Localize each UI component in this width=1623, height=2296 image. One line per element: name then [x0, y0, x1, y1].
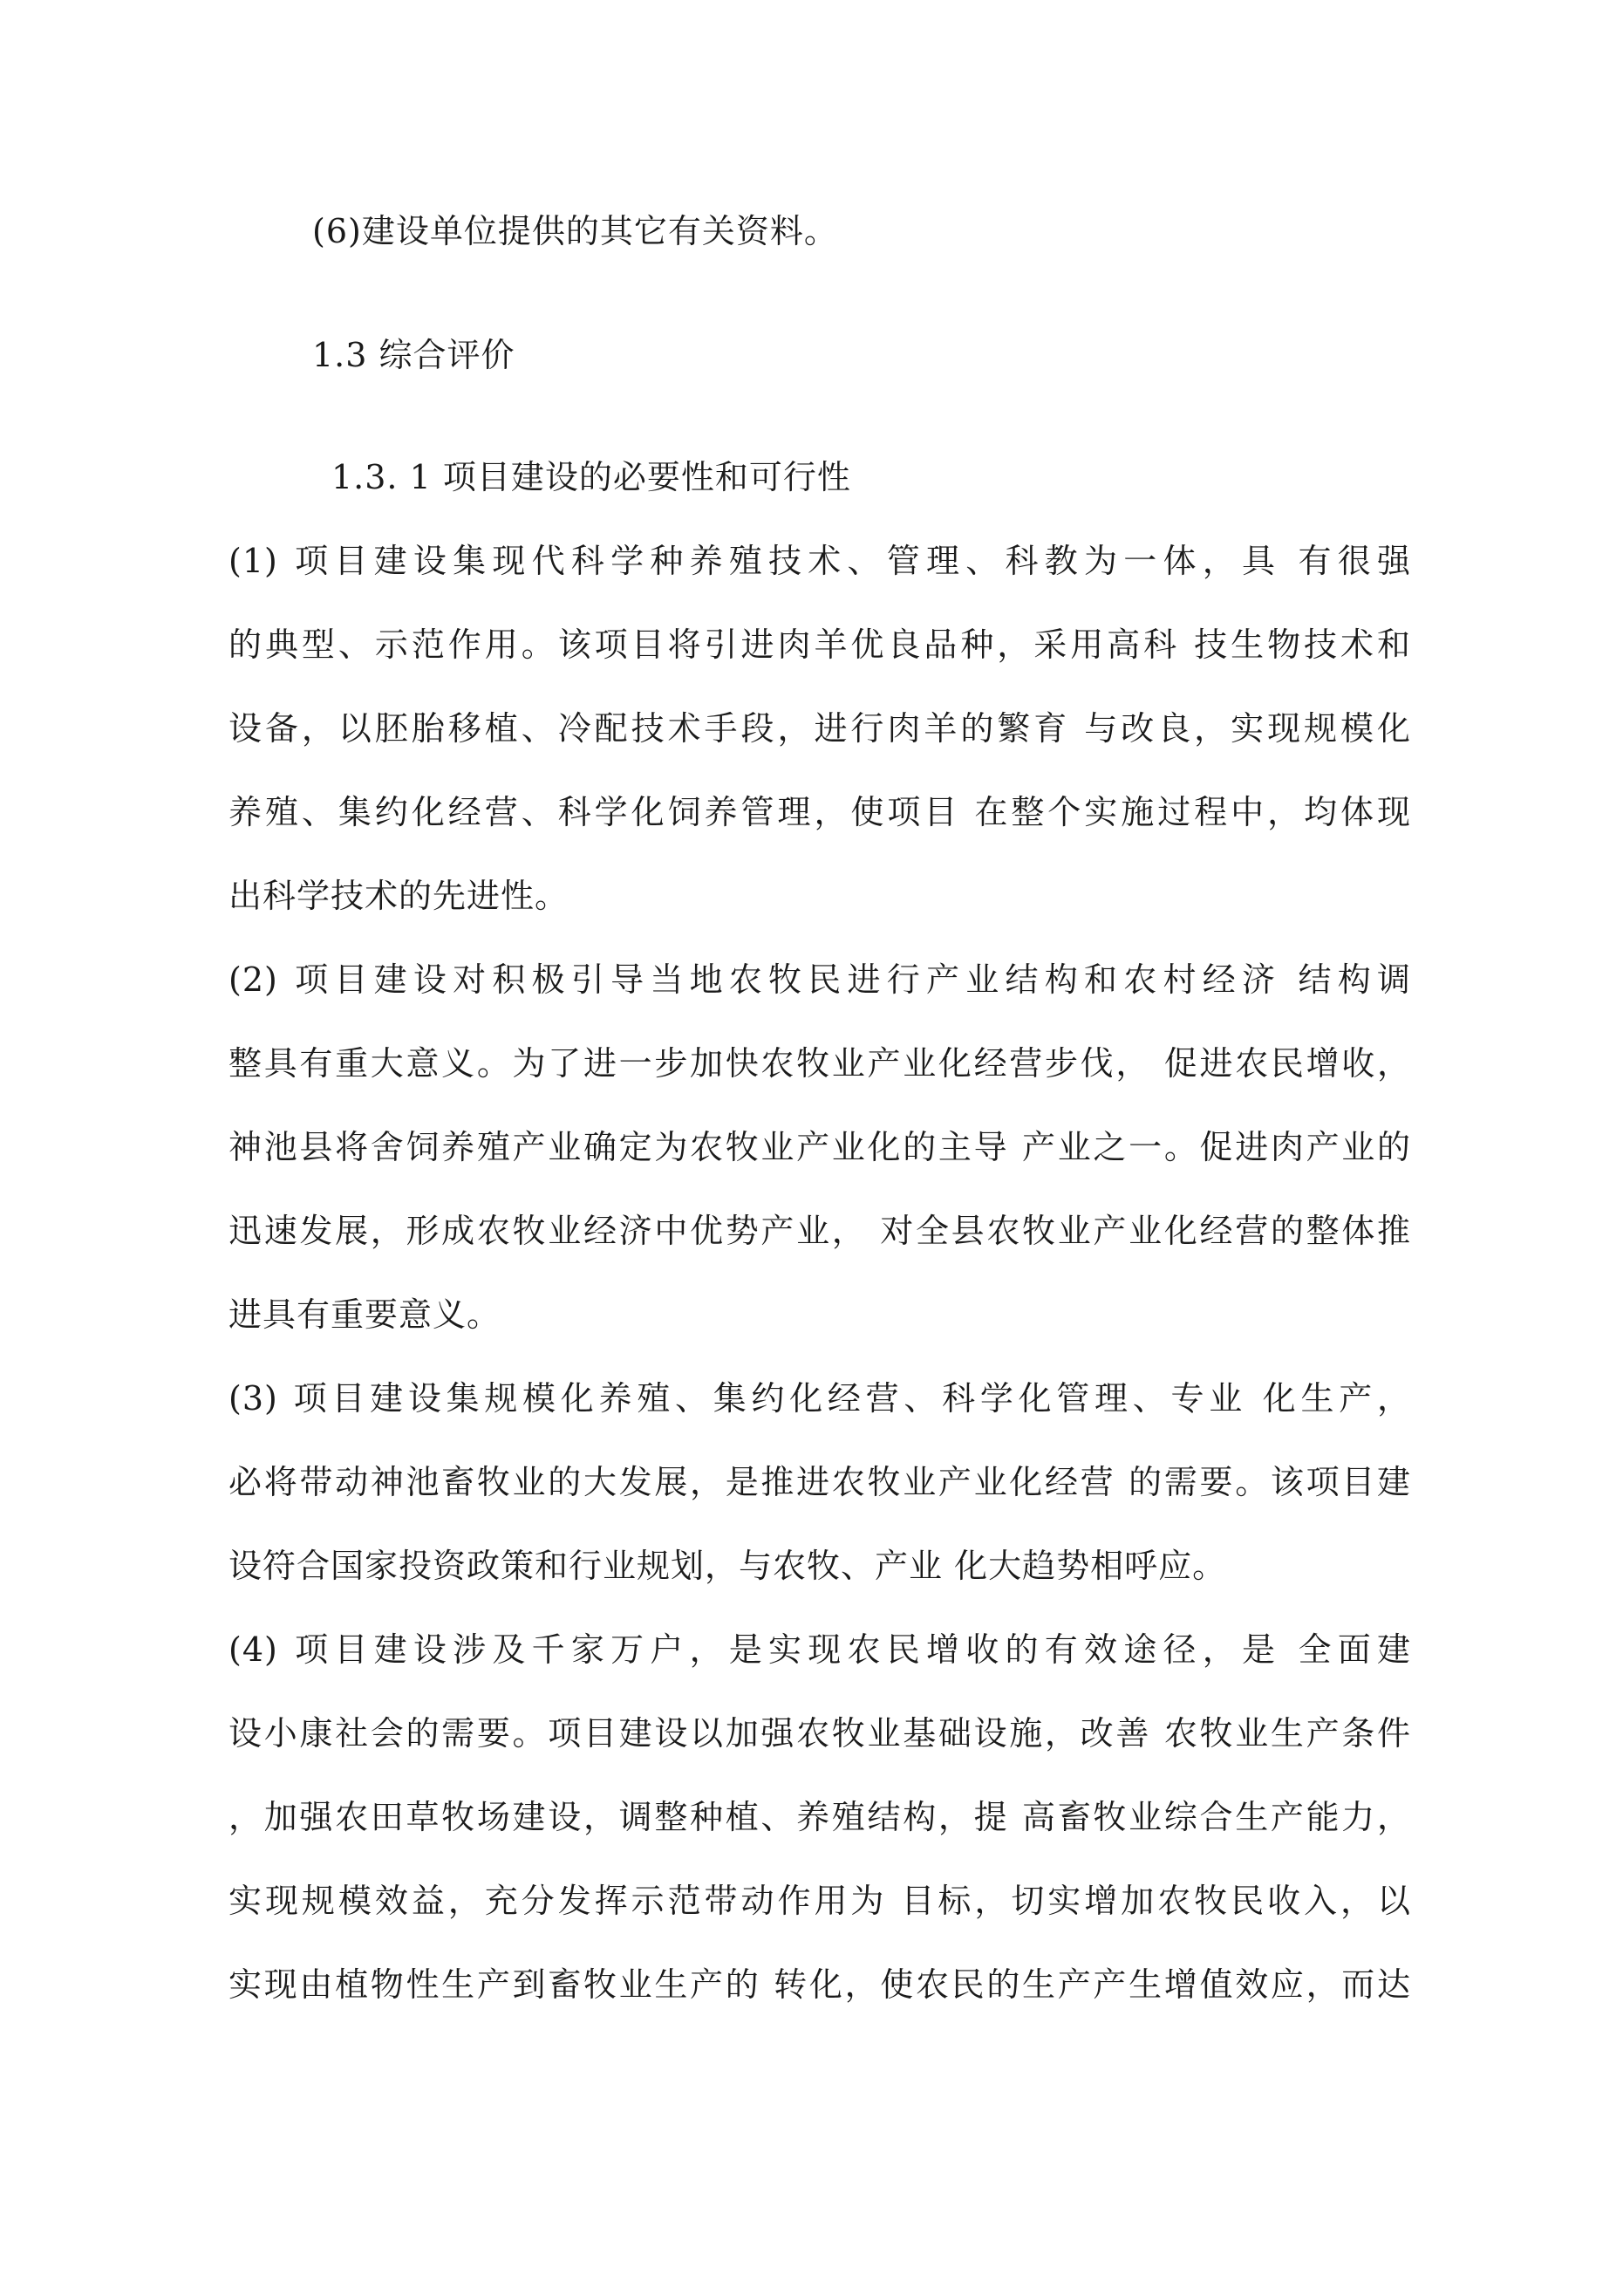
section-heading-1-3: 1.3 综合评价 [312, 336, 515, 374]
paragraph-2-line-5: 进具有重要意义。 [228, 1295, 501, 1334]
paragraph-4-line-5: 实现由植物性生产到畜牧业生产的 转化，使农民的生产产生增值效应，而达 [228, 1965, 1411, 2004]
paragraph-3-line-1: (3) 项目建设集规模化养殖、集约化经营、科学化管理、专业 化生产， [228, 1379, 1411, 1418]
paragraph-2-line-4: 迅速发展，形成农牧业经济中优势产业， 对全县农牧业产业化经营的整体推 [228, 1212, 1411, 1250]
paragraph-3-line-2: 必将带动神池畜牧业的大发展，是推进农牧业产业化经营 的需要。该项目建 [228, 1463, 1411, 1501]
paragraph-1-line-5: 出科学技术的先进性。 [228, 877, 569, 915]
paragraph-4-line-4: 实现规模效益，充分发挥示范带动作用为 目标，切实增加农牧民收入，以 [228, 1882, 1411, 1920]
paragraph-1-line-2: 的典型、示范作用。该项目将引进肉羊优良品种，采用高科 技生物技术和 [228, 625, 1411, 664]
paragraph-4-line-1: (4) 项目建设涉及千家万户，是实现农民增收的有效途径，是 全面建 [228, 1630, 1411, 1669]
paragraph-2-line-3: 神池县将舍饲养殖产业确定为农牧业产业化的主导 产业之一。促进肉产业的 [228, 1128, 1411, 1166]
paragraph-2-line-2: 整具有重大意义。为了进一步加快农牧业产业化经营步伐， 促进农民增收， [228, 1044, 1411, 1083]
paragraph-3-line-3: 设符合国家投资政策和行业规划，与农牧、产业 化大趋势相呼应。 [228, 1547, 1227, 1585]
paragraph-2-line-1: (2) 项目建设对积极引导当地农牧民进行产业结构和农村经济 结构调 [228, 960, 1411, 999]
subsection-heading-1-3-1: 1.3. 1 项目建设的必要性和可行性 [331, 458, 851, 496]
item-6-line: (6)建设单位提供的其它有关资料。 [312, 212, 838, 250]
paragraph-4-line-3: ，加强农田草牧场建设，调整种植、养殖结构，提 高畜牧业综合生产能力， [228, 1798, 1411, 1836]
paragraph-1-line-3: 设备，以胚胎移植、冷配技术手段，进行肉羊的繁育 与改良，实现规模化 [228, 709, 1411, 748]
paragraph-4-line-2: 设小康社会的需要。项目建设以加强农牧业基础设施，改善 农牧业生产条件 [228, 1714, 1411, 1753]
paragraph-1-line-4: 养殖、集约化经营、科学化饲养管理，使项目 在整个实施过程中，均体现 [228, 793, 1411, 831]
paragraph-1-line-1: (1) 项目建设集现代科学种养殖技术、管理、科教为一体，具 有很强 [228, 542, 1411, 580]
